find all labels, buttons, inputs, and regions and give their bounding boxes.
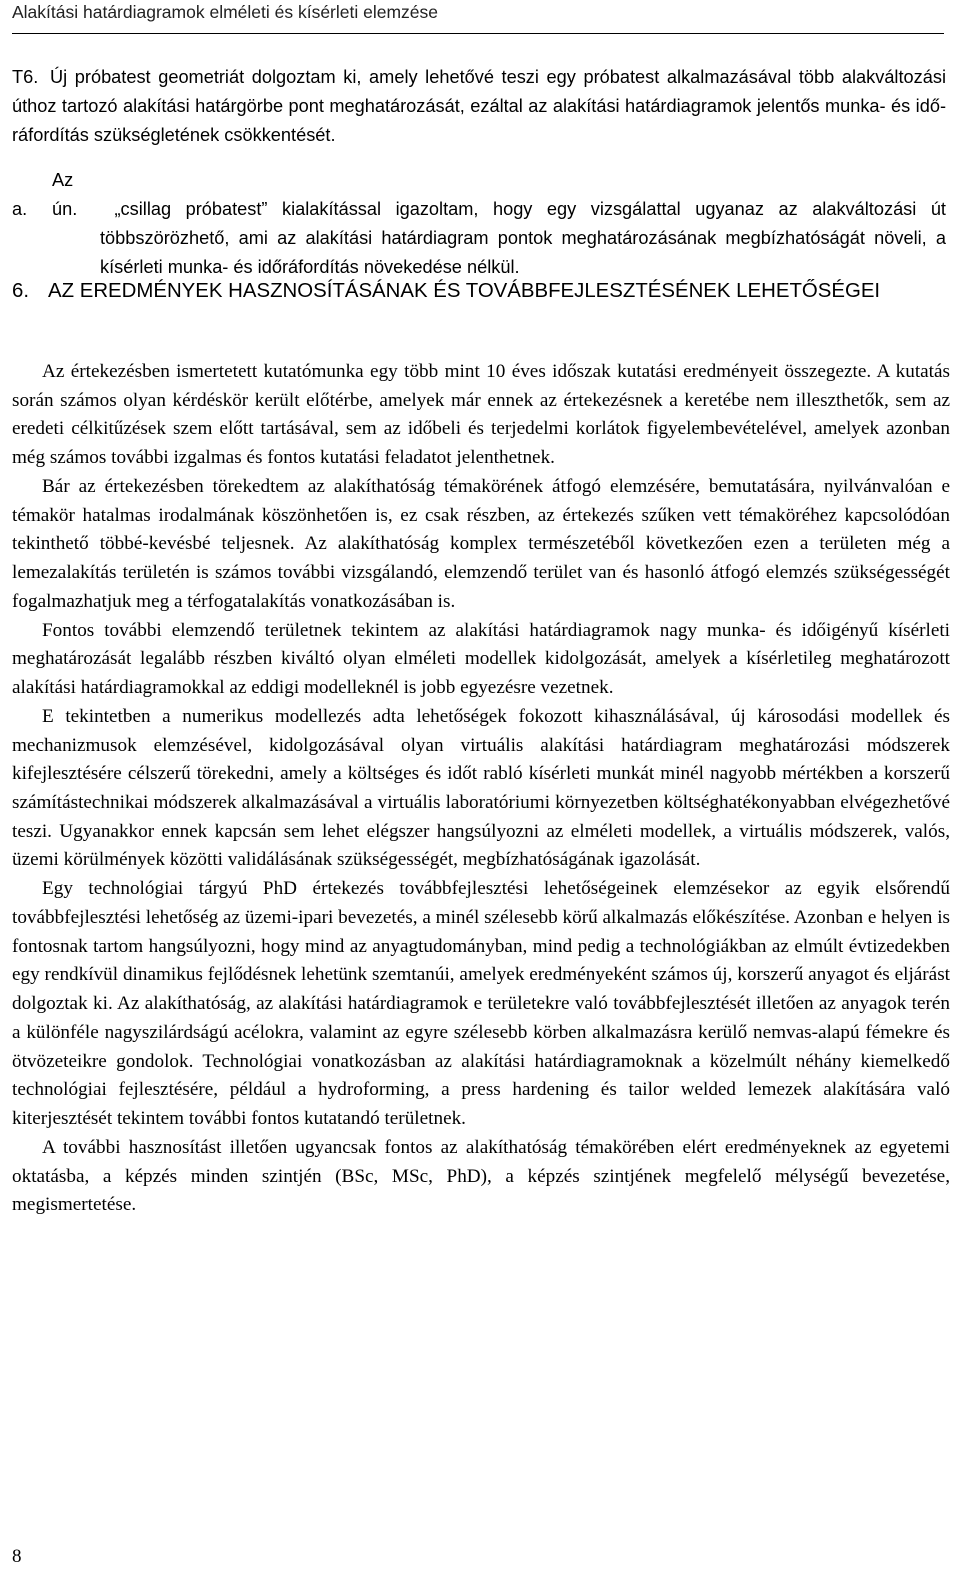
section-body (12, 358, 950, 1220)
header-divider (12, 33, 944, 34)
thesis-t6a (12, 166, 946, 282)
paragraph: Bár az értekezésben törekedtem az alakíthatóság témakörének átfogó elemzésére, bemutatására, nyilvánvalóan e témakör hatalmas irodalmának köszönhetően is, ez csak részben, az értekezés szűken vett témaköréhez kapcsolódóan tekinthető többé-kevésbé teljesnek. Az alakíthatóság komplex természetéből következően ezen a területen még a lemezalakítás területén is számos további vizsgálandó, elemzendő terület van és hasonló átfogó elemzés szükségességét fogalmazhatjuk meg a térfogatalakítás vonatkozásában is. (12, 475, 950, 612)
paragraph: E tekintetben a numerikus modellezés adta lehetőségek fokozott kihasználásával, új károsodási modellek és mechanizmusok elemzésével, kidolgozásával olyan virtuális alakítási határdiagram meghatározási módszerek kifejlesztésére célszerű törekedni, amely a költséges és időt rabló kísérleti munkát minél nagyobb mértékben a korszerű számítástechnikai módszerek alkalmazásával a virtuális laboratóriumi környezetben költséghatékonyabban elvégezhetővé teszi. Ugyanakkor ennek kapcsán sem lehet elégszer hangsúlyozni az elméleti modellek, a virtuális módszerek, valós, üzemi körülmények közötti validálásának szükségességét, megbízhatóságának igazolását. (12, 705, 950, 871)
thesis-text: Új próbatest geometriát dolgoztam ki, amely lehetővé teszi egy próbatest alkalmazásával több alakváltozási úthoz tartozó alakítási határgörbe pont meghatározását, ezáltal az alakítási határdiagramok jelentős munka- és idő-ráfordítás szükségletének csökkentését. (12, 67, 946, 145)
thesis-t6 (12, 63, 946, 150)
subthesis-text: „csillag próbatest” kialakítással igazoltam, hogy egy vizsgálattal ugyanaz az alakváltozási út többszörözhető, ami az alakítási határdiagram pontok meghatározásának megbízhatóságát növeli, a kísérleti munka- és időráfordítás növekedése nélkül. (100, 199, 946, 277)
paragraph: Az értekezésben ismertetett kutatómunka egy több mint 10 éves időszak kutatási eredményeit összegezte. A kutatás során számos olyan kérdéskör került előtérbe, amelyek már ennek az értekezésnek a keretébe nem illeszthetők, sem az eredeti célkitűzések szem előtt tartásával, sem az időbeli és terjedelmi korlátok figyelembevételével, amelyek azonban még számos további izgalmas és fontos kutatási feladatot jelenthetnek. (12, 361, 950, 469)
subthesis-lead: Az ún. (52, 170, 78, 219)
paragraph: Egy technológiai tárgyú PhD értekezés továbbfejlesztési lehetőségeinek elemzésekor az egyik elsőrendű továbbfejlesztési lehetőség az üzemi-ipari bevezetés, a minél szélesebb körű alkalmazás előkészítése. Azonban e helyen is fontosnak tartom hangsúlyozni, hogy mind az anyagtudományban, mind pedig a technológiákban az elmúlt évtizedekben egy rendkívül dinamikus fejlődésnek lehetünk szemtanúi, amelyek eredményeként számos új, korszerű anyagot és eljárást dolgoztak ki. Az alakíthatóság, az alakítási határdiagramok e területekre való továbbfejlesztését illetően az anyagok terén a különféle nagyszilárdságú acélokra, valamint az egyre szélesebb körben alkalmazásra kerülő nemvas-alapú fémekre és ötvözeteikre gondolok. Technológiai vonatkozásban az alakítási határdiagramoknak a közelmúlt néhány kiemelkedő technológiai fejlesztésére, például a hydroforming, a press hardening és tailor welded lemezek alakítására való kiterjesztését tekintem további fontos kutatandó területnek. (12, 878, 950, 1130)
page-number: 8 (12, 1546, 22, 1567)
paragraph: A további hasznosítást illetően ugyancsak fontos az alakíthatóság témakörében elért eredményeknek az egyetemi oktatásba, a képzés minden szintjén (BSc, MSc, PhD), a képzés szintjének megfelelő mélységű bevezetése, megismertetése. (12, 1136, 950, 1216)
subthesis-label: a. (12, 199, 28, 219)
paragraph: Fontos további elemzendő területnek tekintem az alakítási határdiagramok nagy munka- és időigényű kísérleti meghatározását legalább részben kiváltó olyan elméleti modellek kidolgozását, amelyek a kísérletileg meghatározott alakítási határdiagramokkal az eddigi modelleknél is jobb egyezésre vezetnek. (12, 619, 950, 699)
section-number: 6. (12, 280, 30, 302)
section-title: AZ EREDMÉNYEK HASZNOSÍTÁSÁNAK ÉS TOVÁBBFEJLESZTÉSÉNEK LEHETŐSÉGEI (48, 280, 881, 302)
section-heading (12, 276, 946, 306)
thesis-label: T6. (12, 67, 39, 87)
running-header: Alakítási határdiagramok elméleti és kísérleti elemzése (12, 2, 439, 22)
